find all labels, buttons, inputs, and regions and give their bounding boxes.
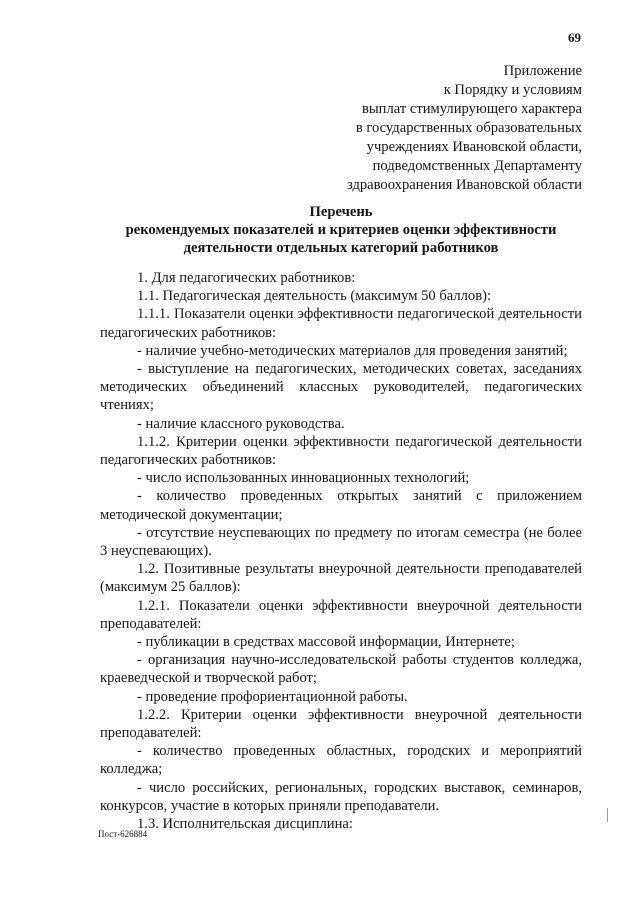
list-item: - отсутствие неуспевающих по предмету по итогам семестра (не более 3 неуспевающих). — [100, 524, 582, 560]
list-item: - проведение профориентационной работы. — [137, 688, 408, 705]
appendix-line: подведомственных Департаменту — [372, 158, 582, 174]
list-item: - выступление на педагогических, методических советах, заседаниях методических объединений классных руководителей, педагогических чтениях; — [100, 361, 582, 414]
page-number: 69 — [568, 30, 581, 45]
document-code: Пост-626884 — [98, 829, 148, 839]
paragraph: 1.1.2. Критерии оценки эффективности педагогической деятельности педагогических работников: — [100, 433, 582, 469]
paragraph: 1.2.1. Показатели оценки эффективности внеурочной деятельности преподавателей: — [100, 597, 582, 632]
scan-mark — [607, 808, 608, 822]
appendix-line: к Порядку и условиям — [443, 82, 582, 98]
section-heading: 1. Для педагогических работников: — [137, 270, 356, 286]
appendix-line: выплат стимулирующего характера — [361, 101, 582, 117]
list-item: - число использованных инновационных технологий; — [137, 470, 470, 487]
appendix-line: в государственных образовательных — [355, 120, 582, 136]
appendix-line: учреждениях Ивановской области, — [366, 139, 582, 155]
paragraph: 1.1.1. Показатели оценки эффективности педагогической деятельности педагогических работников: — [100, 306, 582, 341]
subsection-heading: 1.2. Позитивные результаты внеурочной деятельности преподавателей (максимум 25 баллов): — [100, 561, 582, 596]
appendix-header — [347, 62, 582, 195]
title-line: деятельности отдельных категорий работников — [183, 240, 499, 256]
document-title — [100, 203, 582, 257]
title-line: рекомендуемых показателей и критериев оценки эффективности — [125, 222, 557, 238]
list-item: - организация научно-исследовательской работы студентов колледжа, краеведческой и творческой работ; — [100, 652, 582, 687]
list-item: - публикации в средствах массовой информации, Интернете; — [137, 634, 515, 651]
list-item: - число российских, региональных, городских выставок, семинаров, конкурсов, участие в которых приняли преподаватели. — [100, 779, 582, 814]
list-item: - количество проведенных открытых занятий с приложением методической документации; — [100, 488, 582, 523]
title-line: Перечень — [309, 204, 373, 220]
subsection-heading: 1.1. Педагогическая деятельность (максимум 50 баллов): — [137, 288, 492, 305]
subsection-heading: 1.3. Исполнительская дисциплина: — [137, 816, 353, 833]
appendix-line: Приложение — [503, 63, 582, 79]
list-item: - наличие учебно-методических материалов для проведения занятий; — [137, 342, 568, 359]
list-item: - наличие классного руководства. — [137, 415, 345, 432]
paragraph: 1.2.2. Критерии оценки эффективности внеурочной деятельности преподавателей: — [100, 706, 582, 742]
document-body — [100, 269, 582, 833]
list-item: - количество проведенных областных, городских и мероприятий колледжа; — [100, 743, 582, 778]
appendix-line: здравоохранения Ивановской области — [346, 177, 582, 193]
